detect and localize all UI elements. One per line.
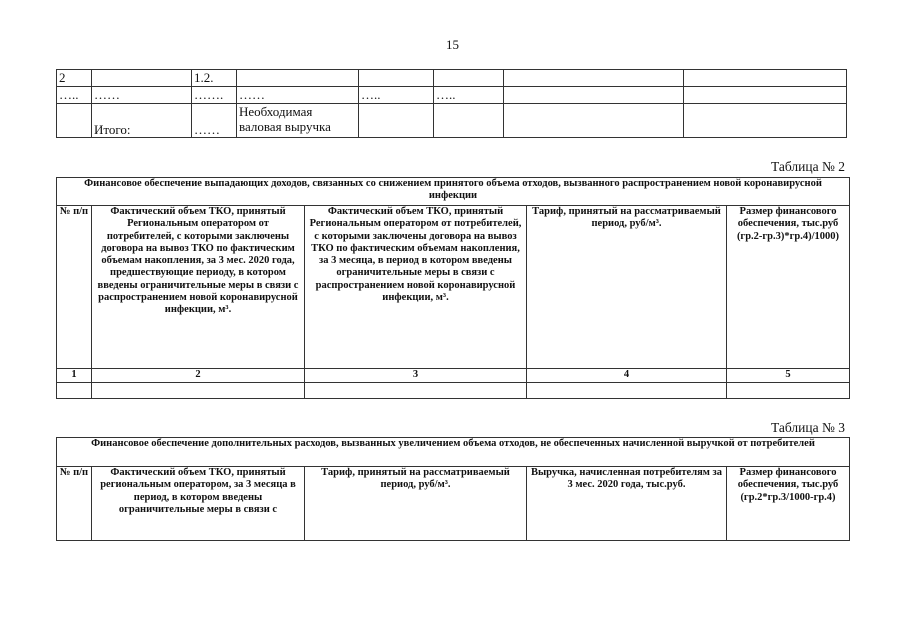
table-cell: ….. (57, 87, 92, 104)
table-cell (359, 70, 434, 87)
column-number: 5 (727, 369, 850, 383)
table-cell (434, 104, 504, 138)
table-cell (92, 70, 192, 87)
table-row (57, 383, 850, 399)
column-header: № п/п (57, 467, 92, 541)
column-header: Размер финансового обеспечения, тыс.руб (гр.2*гр.3/1000-гр.4) (727, 467, 850, 541)
column-header: Фактический объем ТКО, принятый региональным оператором, за 3 месяца в период, в котором введены ограничительные меры в связи с (92, 467, 305, 541)
column-header: Фактический объем ТКО, принятый Региональным оператором от потребителей, с которыми заключены договора на вывоз ТКО по фактическим объемам накопления, за 3 мес. 2020 года, предшествующие периоду, в котором введены ограничительные меры в связи с распространением новой коронавирусной инфекции, м³. (92, 206, 305, 369)
page-number: 15 (446, 37, 459, 52)
table-cell: ……. (192, 87, 237, 104)
table-title-row (57, 178, 850, 206)
table-2 (56, 177, 850, 399)
column-header: Тариф, принятый на рассматриваемый период, руб/м³. (305, 467, 527, 541)
table-cell: …… (92, 87, 192, 104)
table-cell (504, 104, 684, 138)
table-row (57, 70, 847, 87)
column-number: 4 (527, 369, 727, 383)
column-number: 2 (92, 369, 305, 383)
table-cell: ….. (434, 87, 504, 104)
column-header: Тариф, принятый на рассматриваемый период, руб/м³. (527, 206, 727, 369)
table-header-row (57, 467, 850, 541)
table-3 (56, 437, 850, 541)
table-cell (57, 104, 92, 138)
table-cell (305, 383, 527, 399)
table-cell: ….. (359, 87, 434, 104)
table-1 (56, 69, 847, 138)
table-title-row (57, 438, 850, 467)
column-header: Размер финансового обеспечения, тыс.руб (гр.2-гр.3)*гр.4)/1000) (727, 206, 850, 369)
table-number-row (57, 369, 850, 383)
table-cell (504, 87, 684, 104)
table-cell: 2 (57, 70, 92, 87)
table-header-row (57, 206, 850, 369)
table-2-caption: Таблица № 2 (771, 159, 845, 174)
table-row (57, 87, 847, 104)
column-header: № п/п (57, 206, 92, 369)
table-cell (527, 383, 727, 399)
table-cell (434, 70, 504, 87)
table-cell (727, 383, 850, 399)
table-cell: 1.2. (192, 70, 237, 87)
table-cell (237, 70, 359, 87)
table-cell (504, 70, 684, 87)
table-cell: …… (237, 87, 359, 104)
table-row (57, 104, 847, 138)
column-header: Фактический объем ТКО, принятый Региональным оператором от потребителей, с которыми заключены договора на вывоз ТКО по фактическим объемам накопления, за 3 месяца, в период в котором введены ограничительные меры в связи с распространением новой коронавирусной инфекции, м³. (305, 206, 527, 369)
column-number: 1 (57, 369, 92, 383)
table-cell (57, 383, 92, 399)
table-cell: Необходимая валовая выручка (237, 104, 359, 138)
table-3-title: Финансовое обеспечение дополнительных расходов, вызванных увеличением объема отходов, не обеспеченных начисленной выручкой от потребителей (57, 438, 850, 467)
table-2-title: Финансовое обеспечение выпадающих доходов, связанных со снижением принятого объема отходов, вызванного распространением новой коронавирусной инфекции (57, 178, 850, 206)
table-cell: Итого: (92, 104, 192, 138)
table-cell (359, 104, 434, 138)
table-cell (92, 383, 305, 399)
column-number: 3 (305, 369, 527, 383)
table-cell (684, 87, 847, 104)
column-header: Выручка, начисленная потребителям за 3 мес. 2020 года, тыс.руб. (527, 467, 727, 541)
table-cell (684, 70, 847, 87)
table-cell (684, 104, 847, 138)
table-3-caption: Таблица № 3 (771, 420, 845, 435)
table-cell: …… (192, 104, 237, 138)
